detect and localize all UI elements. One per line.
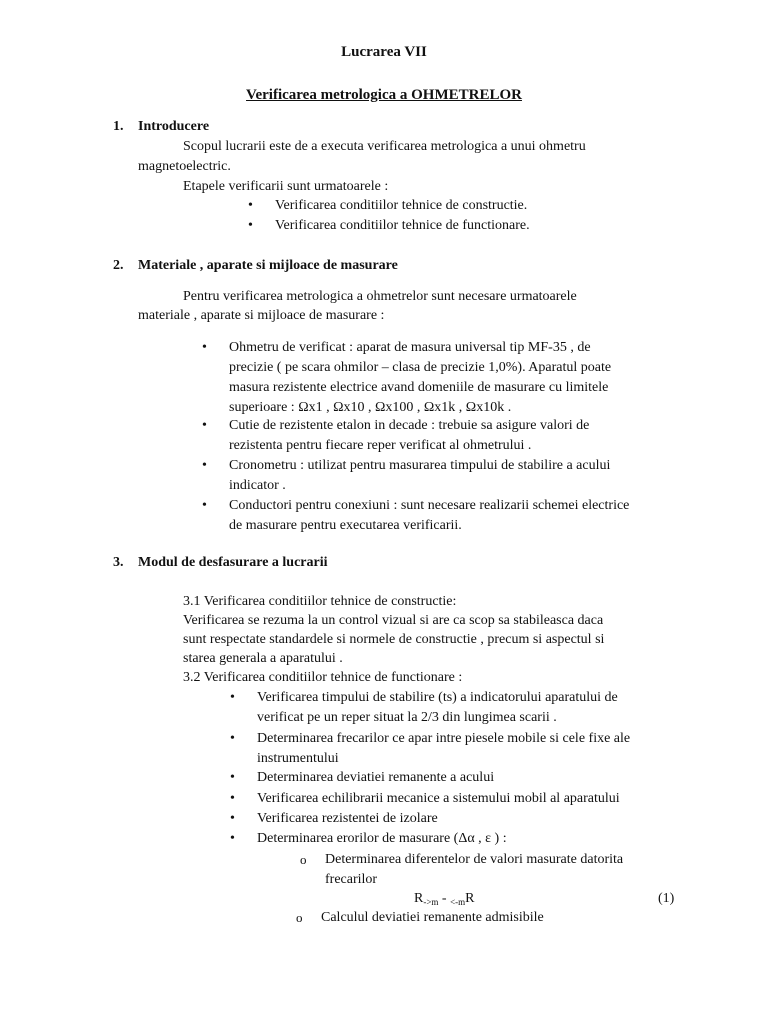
- subsection-3-1-line: sunt respectate standardele si normele de constructie , precum si aspectul si: [183, 632, 605, 647]
- item-line: rezistenta pentru fiecare reper verificat al ohmetrului .: [229, 438, 532, 453]
- section1-number: 1.: [113, 119, 124, 134]
- formula-mid: -: [438, 891, 451, 906]
- section1-para1-line1: Scopul lucrarii este de a executa verificarea metrologica a unui ohmetru: [183, 139, 586, 154]
- section1-bullet: • Verificarea conditiilor tehnice de functionare.: [275, 216, 530, 236]
- section2-intro-line2: materiale , aparate si mijloace de masurare :: [138, 308, 385, 323]
- item-line: • Ohmetru de verificat : aparat de masura universal tip MF-35 , de: [229, 340, 591, 355]
- item-line: precizie ( pe scara ohmilor – clasa de precizie 1,0%). Aparatul poate: [229, 360, 612, 375]
- subbullet-line: frecarilor: [325, 872, 378, 887]
- subbullet-line: o Determinarea diferentelor de valori masurate datorita: [325, 852, 624, 867]
- section3-bullet: [257, 829, 507, 849]
- section2-item: [229, 456, 610, 496]
- section1-bullet: • Verificarea conditiilor tehnice de constructie.: [275, 196, 527, 216]
- section1-heading: Introducere: [138, 119, 210, 134]
- section1-para2: Etapele verificarii sunt urmatoarele :: [183, 179, 389, 194]
- section2-number: 2.: [113, 258, 124, 273]
- subsection-3-1-line: starea generala a aparatului .: [183, 651, 343, 666]
- subsection-3-1-line: Verificarea se rezuma la un control vizual si are ca scop sa stabileasca daca: [183, 613, 604, 628]
- page-subtitle: Verificarea metrologica a OHMETRELOR: [246, 87, 522, 103]
- item-line: • Conductori pentru conexiuni : sunt necesare realizarii schemei electrice: [229, 498, 630, 513]
- section1-para1-line2: magnetoelectric.: [138, 159, 231, 174]
- section3-bullet: [257, 809, 438, 829]
- section2-item: [229, 338, 611, 418]
- formula-sub-a: ->m: [423, 897, 439, 907]
- page-title: Lucrarea VII: [341, 44, 427, 60]
- section3-bullet: [257, 789, 620, 809]
- item-line: indicator .: [229, 478, 286, 493]
- formula-main-a: R: [414, 891, 424, 906]
- item-line: masura rezistente electrice avand domeniile de masurare cu limitele: [229, 380, 609, 395]
- section2-item: [229, 496, 629, 536]
- section3-bullet: [257, 688, 618, 728]
- bullet-line: • Verificarea echilibrarii mecanice a sistemului mobil al aparatului: [257, 791, 620, 806]
- bullet-line: instrumentului: [257, 751, 339, 766]
- bullet-line: • Determinarea deviatiei remanente a acului: [257, 770, 495, 785]
- bullet-line: • Verificarea rezistentei de izolare: [257, 811, 438, 826]
- section3-number: 3.: [113, 555, 124, 570]
- bullet-line: • Determinarea frecarilor ce apar intre piesele mobile si cele fixe ale: [257, 731, 631, 746]
- item-line: • Cutie de rezistente etalon in decade : trebuie sa asigure valori de: [229, 418, 590, 433]
- section2-item: [229, 416, 589, 456]
- item-line: de masurare pentru executarea verificarii.: [229, 518, 462, 533]
- bullet-line: verificat pe un reper situat la 2/3 din lungimea scarii .: [257, 710, 557, 725]
- item-line: • Cronometru : utilizat pentru masurarea timpului de stabilire a acului: [229, 458, 611, 473]
- subsection-3-2-title: 3.2 Verificarea conditiilor tehnice de functionare :: [183, 670, 463, 685]
- formula-1: [414, 889, 475, 909]
- section3-bullet: [257, 768, 494, 788]
- formula-number: (1): [658, 891, 675, 906]
- section3-subbullet: o Calculul deviatiei remanente admisibile: [321, 908, 544, 928]
- bullet-line: • Determinarea erorilor de masurare (Δα , ε ) :: [257, 831, 507, 846]
- section3-heading: Modul de desfasurare a lucrarii: [138, 555, 328, 570]
- section3-subbullet: [325, 850, 623, 890]
- section2-heading: Materiale , aparate si mijloace de masurare: [138, 258, 398, 273]
- section3-bullet: [257, 729, 630, 769]
- subsection-3-1-title: 3.1 Verificarea conditiilor tehnice de constructie:: [183, 594, 457, 609]
- formula-sub-b: <-m: [450, 897, 466, 907]
- item-line: superioare : Ωx1 , Ωx10 , Ωx100 , Ωx1k , Ωx10k .: [229, 400, 512, 415]
- section2-intro-line1: Pentru verificarea metrologica a ohmetrelor sunt necesare urmatoarele: [183, 289, 577, 304]
- formula-main-b: R: [465, 891, 475, 906]
- bullet-line: • Verificarea timpului de stabilire (ts) a indicatorului aparatului de: [257, 690, 618, 705]
